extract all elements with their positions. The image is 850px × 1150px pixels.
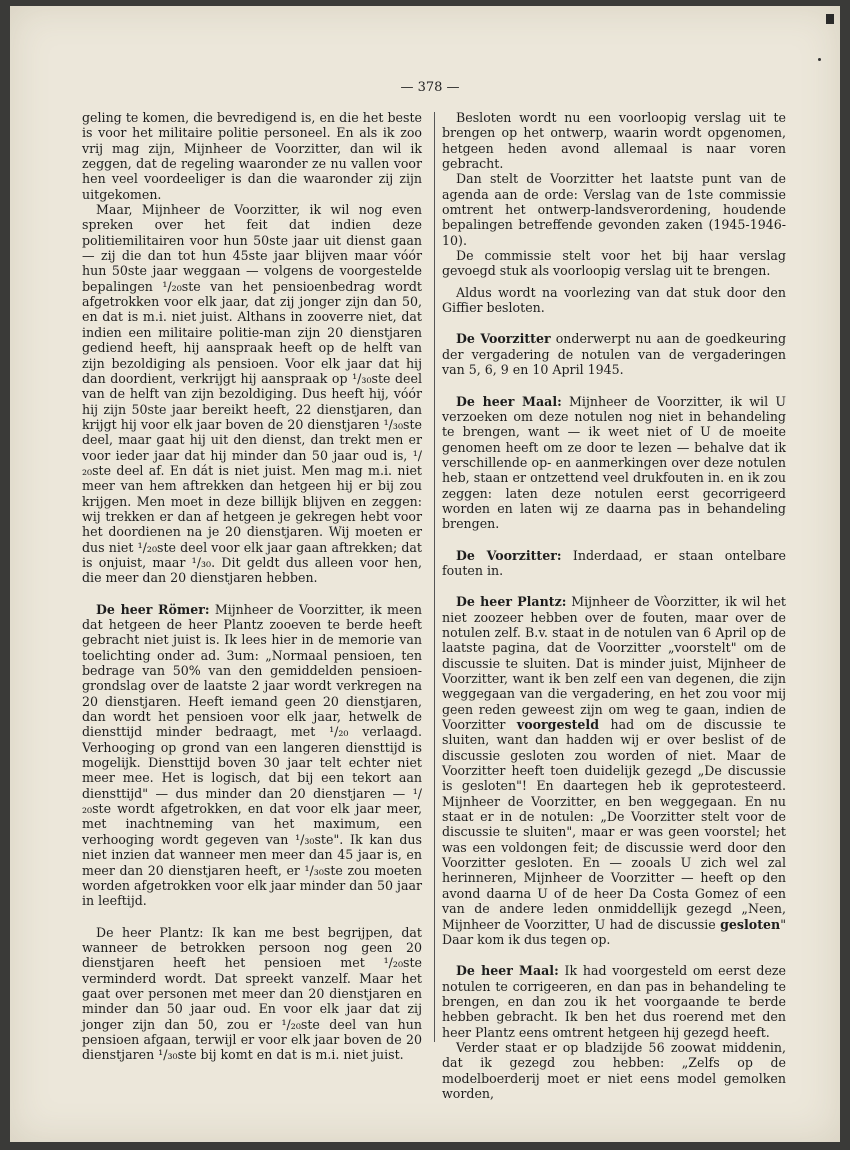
paragraph — [442, 963, 786, 1040]
paragraph: De heer Plantz: Ik kan me best begrijpen, dat wanneer de betrokken persoon nog geen 20 dienstjaren heeft het pensioen met ¹/₂₀ste verminderd wordt. Dat spreekt vanzelf. Maar het gaat over personen met meer dan 20 dienstjaren en minder dan 50 jaar oud. En voor elk jaar dat zij jonger zijn dan 50, zou er ¹/₂₀ste deel van hun pensioen afgaan, terwijl er voor elk jaar boven de 20 dienstjaren ¹/₃₀ste bij komt en dat is m.i. niet juist. — [82, 924, 422, 1063]
paragraph — [442, 548, 786, 579]
paragraph — [82, 602, 422, 909]
paragraph: Aldus wordt na voorlezing van dat stuk door den Giffier besloten. — [442, 284, 786, 316]
speech-text: onderwerpt nu aan de goedkeuring der vergadering de notulen van de vergaderingen van 5, 6, 9 en 10 April 1945. — [442, 331, 787, 378]
right-column — [442, 110, 786, 1101]
emphasis-text: voorgesteld — [516, 717, 600, 733]
paragraph — [442, 394, 786, 532]
page-number: — 378 — — [400, 80, 460, 95]
speaker-name: De Voorzitter — [456, 331, 551, 347]
left-column — [82, 110, 422, 1063]
paragraph: geling te komen, die bevredigend is, en die het beste is voor het militaire politie personeel. En als ik zoo vrij mag zijn, Mijnheer de Voorzitter, dan wil ik zeggen, dat de regeling waaronder ze nu vallen voor hen veel voordeeliger is dan die waaronder zij zijn uitgekomen. — [82, 110, 422, 202]
paragraph: Verder staat er op bladzijde 56 zoowat middenin, dat ik gezegd zou hebben: „Zelfs op de modelboerderij moet er niet eens model gemolken worden, — [442, 1039, 786, 1101]
document-page — [10, 6, 840, 1142]
paragraph: Maar, Mijnheer de Voorzitter, ik wil nog even spreken over het feit dat indien deze politiemilitairen voor hun 50ste jaar uit dienst gaan — zij die dan tot hun 45ste jaar blijven maar vóór hun 50ste jaar weggaan — volgens de voorgestelde bepalingen ¹/₂₀ste van het pensioenbedrag wordt afgetrokken voor elk jaar, dat zij jonger zijn dan 50, en dat is m.i. niet juist. Althans in zooverre niet, dat indien een militaire politie-man zijn 20 dienstjaren gediend heeft, hij aanspraak heeft op de helft van zijn bezoldiging als pensioen. Voor elk jaar dat hij dan doordient, verkrijgt hij aanspraak op ¹/₃₀ste deel van de helft van zijn bezoldiging. Dus heeft hij, vóór hij zijn 50ste jaar bereikt heeft, 22 dienstjaren, dan krijgt hij voor elk jaar boven de 20 dienstjaren ¹/₃₀ste deel, maar gaat hij uit den dienst, dan trekt men er voor ieder jaar dat hij minder dan 50 jaar oud is, ¹/₂₀ste deel af. En dát is niet juist. Men mag m.i. niet meer van hem aftrekken dan hetgeen hij er bij zou krijgen. Men moet in deze billijk blijven en zeggen: wij trekken er dan af hetgeen je gekregen hebt voor het doordienen na je 20 dienstjaren. Wij moeten er dus niet ¹/₂₀ste deel voor elk jaar gaan aftrekken; dat is onjuist, maar ¹/₃₀. Dit geldt dus alleen voor hen, die meer dan 20 dienstjaren hebben. — [82, 202, 422, 586]
speech-text: had om de discussie te sluiten, want dan hadden wij er over beslist of de discussie gesloten zou worden of niet. Maar de Voorzitter heeft toen duidelijk gezegd „De discussie is gesloten"! En daartegen heb ik geprotesteerd. Mijnheer de Voorzitter, en ben weggegaan. En nu staat er in de notulen: „De Voorzitter stelt voor de discussie te sluiten", maar er was geen voorstel; het was een voldongen feit; de discussie werd door den Voorzitter gesloten. En — zooals U zich wel zal herinneren, Mijnheer de Voorzitter — heeft op den avond daarna U of de heer Da Costa Gomez of een van de andere leden onmiddellijk gezegd „Neen, Mijnheer de Voorzitter, U had de discussie — [442, 717, 787, 932]
speaker-name: De heer Maal: — [456, 393, 562, 409]
paragraph — [442, 594, 786, 947]
scan-dot-mark — [818, 58, 821, 61]
speech-text: " Daar kom ik dus tegen op. — [442, 916, 786, 947]
speaker-name: De heer Plantz: — [456, 594, 567, 610]
speaker-name: De heer Römer: — [96, 601, 210, 617]
emphasis-text: gesloten — [720, 916, 781, 932]
scan-corner-mark — [826, 14, 834, 24]
paragraph: Dan stelt de Voorzitter het laatste punt van de agenda aan de orde: Verslag van de 1ste commissie omtrent het ontwerp-landsverordening, houdende bepalingen betreffende gevonden zaken (1945-1946-10). — [442, 171, 786, 248]
paragraph: De commissie stelt voor het bij haar verslag gevoegd stuk als voorloopig verslag uit te brengen. — [442, 248, 786, 279]
speech-text: Mijnheer de Voorzitter, ik meen dat hetgeen de heer Plantz zooeven te berde heeft gebracht niet juist is. Ik lees hier in de memorie van toelichting onder ad. 3um: „Normaal pensioen, ten bedrage van 50% van den gemiddelden pensioen-grondslag over de laatste 2 jaar wordt verkregen na 20 dienstjaren. Heeft iemand geen 20 dienstjaren, dan wordt het pensioen voor elk jaar, hetwelk de diensttijd minder bedraagt, met ¹/₂₀ verlaagd. Verhooging op grond van een langeren diensttijd is mogelijk. Diensttijd boven 30 jaar telt echter niet meer mee. Het is logisch, dat bij een tekort aan diensttijd" — dus minder dan 20 dienstjaren — ¹/₂₀ste wordt afgetrokken, en dat voor elk jaar meer, met inachtneming van het maximum, een verhooging wordt gegeven van ¹/₃₀ste". Ik kan dus niet inzien dat wanneer men meer dan 45 jaar is, en meer dan 20 dienstjaren heeft, er ¹/₃₀ste zou moeten worden afgetrokken voor elk jaar minder dan 50 jaar in leeftijd. — [82, 601, 422, 909]
speech-text: Ik had voorgesteld om eerst deze notulen te corrigeeren, en dan pas in behandeling te brengen, en dan zou ik het voorgaande te berde hebben gebracht. Ik ben het dus roerend met den heer Plantz eens omtrent hetgeen hij gezegd heeft. — [442, 963, 786, 1040]
speech-text: Inderdaad, er staan ontelbare fouten in. — [442, 547, 787, 578]
speech-text: Mijnheer de Voorzitter, ik wil U verzoeken om deze notulen nog niet in behandeling te brengen, want — ik weet niet of U de moeite genomen heeft om ze door te lezen — behalve dat ik verschillende op- en aanmerkingen over deze notulen heb, staan er ontzettend veel drukfouten in. en ik zou zeggen: laten deze notulen eerst gecorrigeerd worden en laten wij ze daarna pas in behandeling brengen. — [442, 393, 786, 532]
speaker-name: De heer Maal: — [456, 963, 559, 979]
speaker-name: De Voorzitter: — [456, 547, 562, 563]
paragraph — [442, 331, 786, 377]
speech-text: Mijnheer de Vòorzitter, ik wil het niet zoozeer hebben over de fouten, maar over de notulen zelf. B.v. staat in de notulen van 6 April op de laatste pagina, dat de Voorzitter „voorstelt" om de discussie te sluiten. Dat is minder juist, Mijnheer de Voorzitter, want ik ben zelf een van degenen, die zijn weggegaan van die vergadering, en het zou voor mij geen reden geweest zijn om weg te gaan, indien de Voorzitter — [442, 594, 786, 733]
column-divider — [434, 112, 435, 1042]
paragraph: Besloten wordt nu een voorloopig verslag uit te brengen op het ontwerp, waarin wordt opgenomen, hetgeen heden avond allemaal is naar voren gebracht. — [442, 110, 786, 172]
